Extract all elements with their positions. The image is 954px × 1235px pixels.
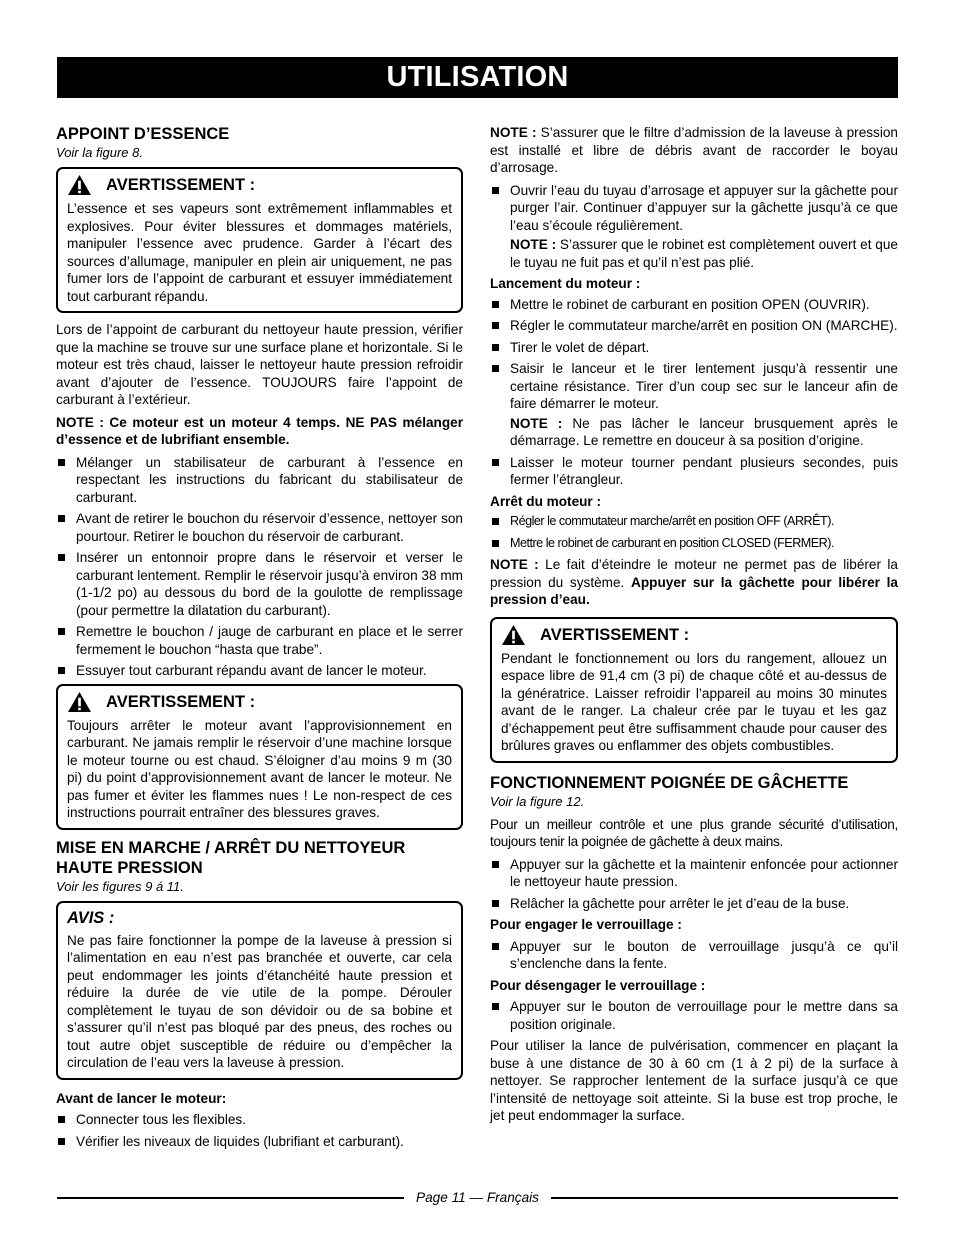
engager-bullet-list — [490, 938, 898, 973]
notice-title: AVIS : — [67, 908, 115, 927]
water-sub-note: NOTE : S’assurer que le robinet est complètement ouvert et que le tuyau ne fuit pas et qu’il n’est pas plié. — [510, 237, 898, 270]
notice-box — [56, 901, 463, 1080]
list-item: Mettre le robinet de carburant en position CLOSED (FERMER). — [490, 535, 898, 553]
lancement-sub-note: NOTE : Ne pas lâcher le lanceur brusquement après le démarrage. Le remettre en douceur à sa position d’origine. — [510, 415, 898, 448]
right-column — [490, 124, 898, 1130]
arret-bullet-list — [490, 513, 898, 552]
engager-label: Pour engager le verrouillage : — [490, 917, 682, 932]
avant-bullet-list — [56, 1111, 463, 1150]
warning-title: AVERTISSEMENT : — [106, 176, 256, 194]
fonct-bullet-list — [490, 856, 898, 913]
fonct-figure-ref: Voir la figure 12. — [490, 793, 585, 809]
list-item: Essuyer tout carburant répandu avant de lancer le moteur. — [56, 662, 463, 680]
list-item: Saisir le lanceur et le tirer lentement jusqu’à ressentir une certaine résistance. Tirer d’un coup sec sur le lanceur afin de faire démarrer le moteur. NOTE : Ne pas lâcher le lanceur brusquement après le démarrage. Le remettre en douceur à sa position d’origine. — [490, 360, 898, 450]
warning-box-refuel — [56, 684, 463, 830]
left-column — [56, 124, 463, 1154]
list-item: Régler le commutateur marche/arrêt en position OFF (ARRÊT). — [490, 513, 898, 531]
pressure-note: NOTE : Le fait d’éteindre le moteur ne permet pas de libérer la pression du système. Appuyer sur la gâchette pour libérer la pression d’eau. — [490, 557, 898, 607]
list-item: Appuyer sur le bouton de verrouillage pour le mettre dans sa position originale. — [490, 998, 898, 1033]
warning-text: Toujours arrêter le moteur avant l’approvisionnement en carburant. Ne jamais remplir le réservoir d’une machine lorsque le moteur tourne ou est chaud. S’éloigner d’au moins 9 m (30 pi) du point d’approvisionnement avant de lancer le moteur. Ne pas fumer et éviter les flammes nues ! Le non-respect de ces instructions pourrait entraîner des blessures graves. — [67, 717, 452, 820]
page-number: Page 11 — Français — [416, 1190, 539, 1206]
warning-triangle-icon — [67, 174, 92, 196]
list-item: Régler le commutateur marche/arrêt en position ON (MARCHE). — [490, 317, 898, 335]
list-item: Connecter tous les flexibles. — [56, 1111, 463, 1129]
list-item: Mettre le robinet de carburant en position OPEN (OUVRIR). — [490, 296, 898, 314]
list-item: Avant de retirer le bouchon du réservoir d’essence, nettoyer son pourtour. Retirer le bouchon du réservoir de carburant. — [56, 510, 463, 545]
desengager-bullet-list — [490, 998, 898, 1033]
section-banner: UTILISATION — [57, 57, 898, 98]
warning-box-fuel-vapors — [56, 167, 463, 313]
appoint-note: NOTE : Ce moteur est un moteur 4 temps. NE PAS mélanger d’essence et de lubrifiant ensemble. — [56, 414, 463, 447]
footer-rule-right — [551, 1197, 898, 1199]
warning-triangle-icon — [501, 624, 526, 646]
arret-label: Arrêt du moteur : — [490, 493, 602, 509]
final-paragraph: Pour utiliser la lance de pulvérisation, commencer en plaçant la buse à une distance de 30 à 60 cm (1 à 2 pi) de la surface à nettoyer. Se rapprocher lentement de la surface jusqu’à ce que l’intensité de nettoyage soit atteinte. Si la buse est trop proche, le jet peut endommager la surface. — [490, 1038, 898, 1123]
fonct-paragraph: Pour un meilleur contrôle et une plus grande sécurité d’utilisation, toujours tenir la poignée de gâchette à deux mains. — [490, 816, 898, 849]
list-item: Vérifier les niveaux de liquides (lubrifiant et carburant). — [56, 1133, 463, 1151]
warning-title: AVERTISSEMENT : — [106, 692, 256, 711]
warning-text: L’essence et ses vapeurs sont extrêmement inflammables et explosives. Pour éviter blessures et dommages matériels, manipuler l’essence avec prudence. Garder à l’écart des sources d’allumage, manipuler en plein air uniquement, ne pas fumer lors de l’appoint de carburant et essuyer immédiatement tout carburant répandu. — [67, 201, 452, 304]
list-item: Mélanger un stabilisateur de carburant à l’essence en respectant les instructions du fabricant du stabilisateur de carburant. — [56, 454, 463, 507]
appoint-bullet-list — [56, 454, 463, 680]
lancement-bullet-list — [490, 296, 898, 489]
warning-text: Pendant le fonctionnement ou lors du rangement, allouez un espace libre de 91,4 cm (3 pi) de chaque côté et au-dessus de la génératrice. Laisser refroidir l’appareil au moins 30 minutes avant de le ranger. La chaleur crée par le tuyau et les gaz d’échappement peut être suffisamment chaude pour causer des brûlures graves ou enflammer des objets combustibles. — [501, 650, 887, 753]
fonct-heading: FONCTIONNEMENT POIGNÉE DE GÂCHETTE — [490, 773, 849, 792]
warning-title: AVERTISSEMENT : — [540, 625, 690, 644]
desengager-label: Pour désengager le verrouillage : — [490, 977, 706, 993]
warning-triangle-icon — [67, 691, 92, 713]
filter-note: NOTE : S’assurer que le filtre d’admission de la laveuse à pression est installé et libre de débris avant de raccorder le boyau d’arrosage. — [490, 125, 898, 175]
appoint-heading: APPOINT D’ESSENCE — [56, 125, 230, 143]
list-item: Laisser le moteur tourner pendant plusieurs secondes, puis fermer l’étrangleur. — [490, 454, 898, 489]
water-bullet-list — [490, 182, 898, 272]
lancement-label: Lancement du moteur : — [490, 276, 641, 291]
notice-text: Ne pas faire fonctionner la pompe de la laveuse à pression si l’alimentation en eau n’est pas branchée et ouverte, car cela peut endommager les joints d’étanchéité haute pression et réduire la durée de vie utile de la pompe. Dérouler complètement le tuyau de son dévidoir ou de sa bobine et s’assurer qu’il n’est pas bloqué par des pneus, des roches ou tout autre objet susceptible de réduire ou d’empêcher la circulation de l’eau vers la laveuse à pression. — [67, 932, 452, 1070]
list-item: Insérer un entonnoir propre dans le réservoir et verser le carburant lentement. Remplir le réservoir jusqu’à environ 38 mm (1-1/2 po) au dessous du bord de la goulotte de remplissage (pour permettre la dilatation du carburant). — [56, 549, 463, 619]
avant-label: Avant de lancer le moteur: — [56, 1090, 227, 1106]
list-item: Relâcher la gâchette pour arrêter le jet d’eau de la buse. — [490, 895, 898, 913]
list-item: Tirer le volet de départ. — [490, 339, 898, 357]
list-item: Ouvrir l’eau du tuyau d’arrosage et appuyer sur la gâchette pour purger l’air. Continuer d’appuyer sur la gâchette jusqu’à ce que l’eau s’écoule régulièrement. NOTE : S’assurer que le robinet est complètement ouvert et que le tuyau ne fuit pas et qu’il n’est pas plié. — [490, 182, 898, 272]
page-footer — [57, 1188, 898, 1208]
list-item: Appuyer sur le bouton de verrouillage jusqu’à ce qu’il s’enclenche dans la fente. — [490, 938, 898, 973]
appoint-paragraph: Lors de l’appoint de carburant du nettoyeur haute pression, vérifier que la machine se trouve sur une surface plane et horizontale. Si le moteur est très chaud, laisser le nettoyeur haute pression refroidir avant d’ajouter de l’essence. TOUJOURS faire l’appoint de carburant à l’extérieur. — [56, 322, 463, 407]
mise-figure-ref: Voir les figures 9 á 11. — [56, 878, 184, 894]
appoint-figure-ref: Voir la figure 8. — [56, 145, 143, 160]
warning-box-storage — [490, 617, 898, 763]
footer-rule-left — [57, 1197, 404, 1199]
list-item: Appuyer sur la gâchette et la maintenir enfoncée pour actionner le nettoyeur haute pression. — [490, 856, 898, 891]
list-item: Remettre le bouchon / jauge de carburant en place et le serrer fermement le bouchon “hasta que trabe”. — [56, 623, 463, 658]
mise-heading: MISE EN MARCHE / ARRÊT DU NETTOYEUR HAUTE PRESSION — [56, 838, 406, 877]
